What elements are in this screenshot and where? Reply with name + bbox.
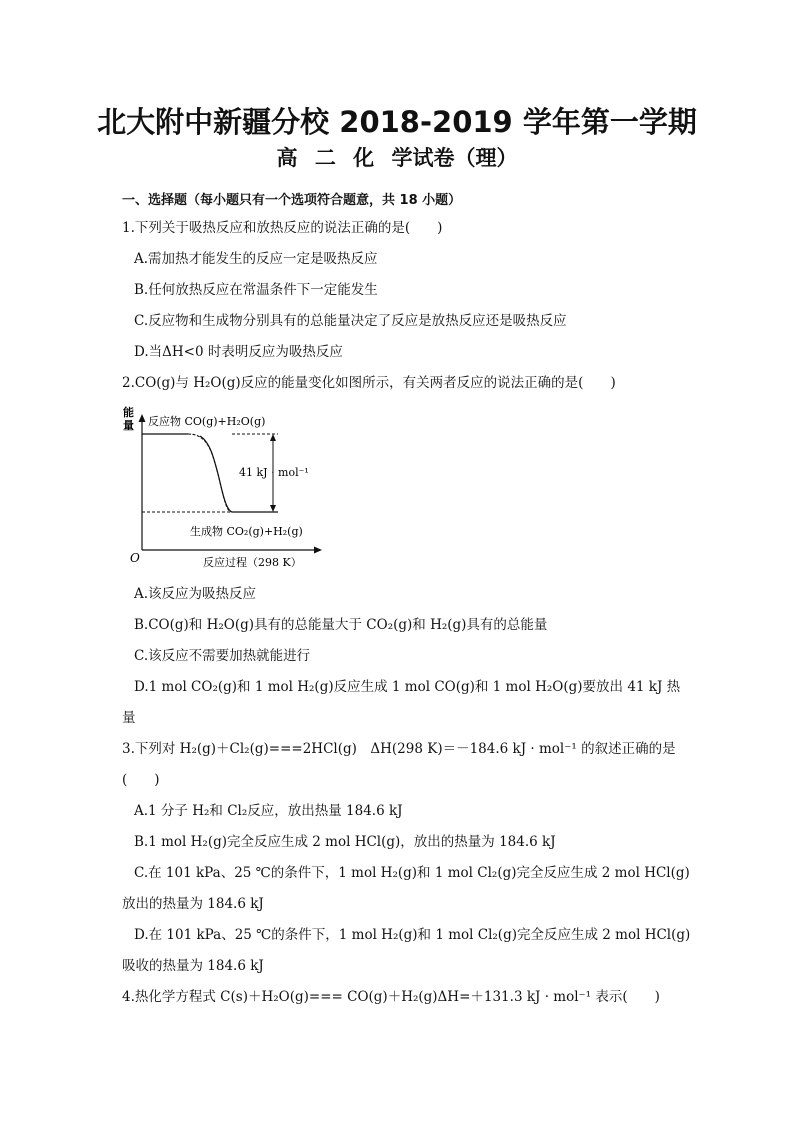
question-1-option-a: A.需加热才能发生的反应一定是吸热反应	[134, 251, 378, 267]
question-3-option-b: B.1 mol H₂(g)完全反应生成 2 mol HCl(g)，放出的热量为 184.6 kJ	[134, 834, 556, 850]
question-2-option-d: D.1 mol CO₂(g)和 1 mol H₂(g)反应生成 1 mol CO(g)和 1 mol H₂O(g)要放出 41 kJ 热	[134, 679, 681, 695]
school-title: 北大附中新疆分校 2018-2019 学年第一学期	[97, 105, 697, 139]
question-4-stem: 4.热化学方程式 C(s)＋H₂O(g)=== CO(g)＋H₂(g)ΔH=＋131.3 kJ · mol⁻¹ 表示( )	[122, 989, 660, 1005]
arrow-head-up	[270, 434, 276, 441]
section-heading: 一、选择题（每小题只有一个选项符合题意，共 18 小题）	[122, 193, 462, 208]
question-3-option-c-continued: 放出的热量为 184.6 kJ	[122, 896, 264, 912]
subtitle-char: 高	[276, 145, 298, 170]
question-3-stem: 3.下列对 H₂(g)＋Cl₂(g)===2HCl(g) ΔH(298 K)＝－184.6 kJ · mol⁻¹ 的叙述正确的是	[122, 741, 676, 757]
question-3-option-d: D.在 101 kPa、25 ℃的条件下，1 mol H₂(g)和 1 mol Cl₂(g)完全反应生成 2 mol HCl(g)	[134, 927, 691, 943]
y-axis-arrow	[139, 414, 146, 422]
question-2-option-d-continued: 量	[122, 710, 136, 726]
energy-diagram	[120, 402, 330, 574]
x-axis-label: 反应过程（298 K）	[203, 556, 302, 569]
question-3-option-c: C.在 101 kPa、25 ℃的条件下，1 mol H₂(g)和 1 mol Cl₂(g)完全反应生成 2 mol HCl(g)	[134, 865, 690, 881]
question-2-option-a: A.该反应为吸热反应	[134, 586, 257, 602]
reactant-label: 反应物 CO(g)+H₂O(g)	[148, 415, 266, 428]
question-1-option-b: B.任何放热反应在常温条件下一定能发生	[134, 282, 378, 298]
reaction-curve	[200, 436, 232, 512]
arrow-head-down	[270, 505, 276, 512]
question-2-stem: 2.CO(g)与 H₂O(g)反应的能量变化如图所示，有关两者反应的说法正确的是( )	[122, 375, 616, 391]
question-3-option-a: A.1 分子 H₂和 Cl₂反应，放出热量 184.6 kJ	[134, 803, 403, 819]
subtitle-char: 二	[314, 145, 336, 170]
exam-subtitle	[0, 142, 794, 172]
question-1-option-c: C.反应物和生成物分别具有的总能量决定了反应是放热反应还是吸热反应	[134, 313, 567, 329]
subtitle-char: 学试卷（理）	[391, 145, 518, 170]
energy-difference-label: 41 kJ · mol⁻¹	[239, 466, 309, 479]
question-2-option-c: C.该反应不需要加热就能进行	[134, 648, 311, 664]
question-2-option-b: B.CO(g)和 H₂O(g)具有的总能量大于 CO₂(g)和 H₂(g)具有的总能量	[134, 617, 548, 633]
reaction-curve-dashed	[188, 434, 232, 512]
question-1-stem: 1.下列关于吸热反应和放热反应的说法正确的是( )	[122, 220, 443, 236]
product-label: 生成物 CO₂(g)+H₂(g)	[190, 525, 303, 538]
subtitle-char: 化	[353, 145, 375, 170]
origin-label: O	[130, 551, 140, 565]
x-axis-arrow	[314, 547, 322, 554]
question-1-option-d: D.当ΔH<0 时表明反应为吸热反应	[134, 344, 343, 360]
question-3-option-d-continued: 吸收的热量为 184.6 kJ	[122, 958, 264, 974]
y-axis-label: 能 量	[123, 406, 134, 432]
question-3-stem-continued: ( )	[122, 772, 160, 788]
